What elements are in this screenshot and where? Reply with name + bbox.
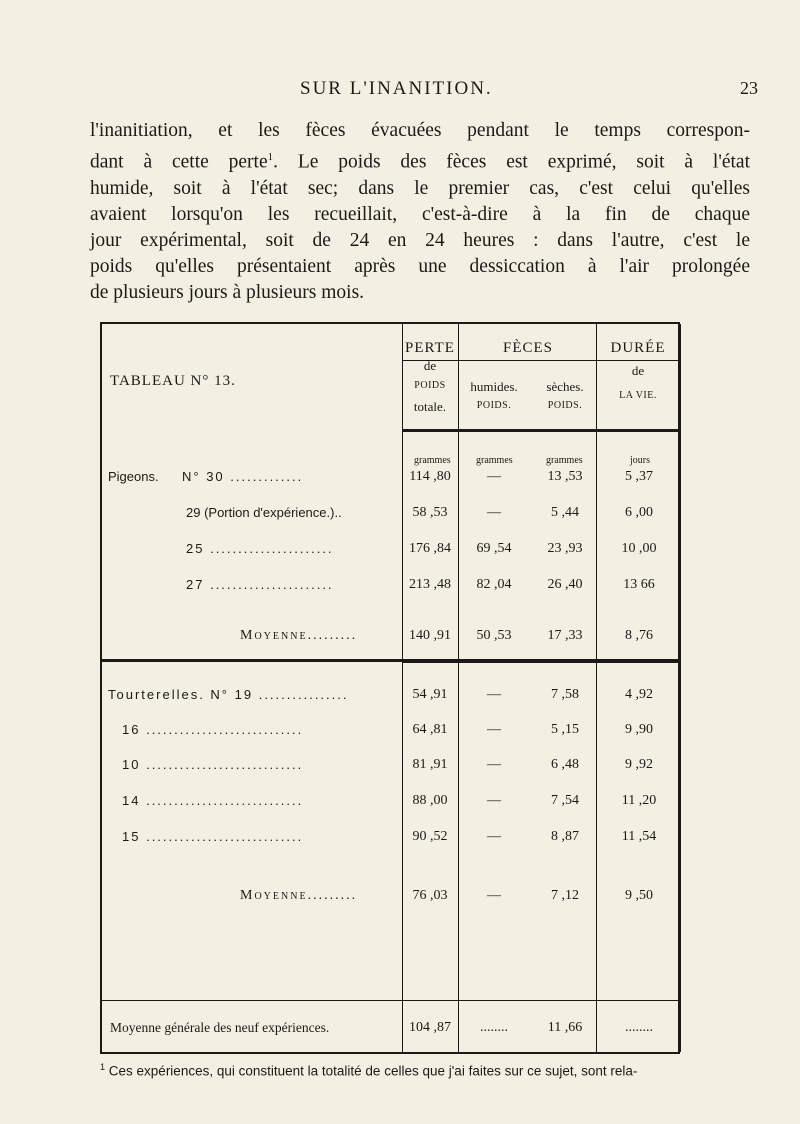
row-label: 10 ............................ — [122, 757, 304, 772]
seches-value: 6 ,48 — [551, 757, 579, 772]
perte-value: 64 ,81 — [412, 722, 448, 737]
seches-value: 7 ,58 — [551, 687, 579, 702]
duree-lavie: LA VIE. — [619, 390, 657, 401]
feces-header: FÈCES — [502, 340, 553, 356]
unit-seches: grammes — [546, 455, 583, 466]
duree-value: 10 ,00 — [621, 541, 657, 556]
row-label: N° 30 ............. — [182, 469, 304, 484]
duree-value: 9 ,90 — [625, 722, 653, 737]
duree-value: 9 ,92 — [625, 757, 653, 772]
perte-header-poids: POIDS — [414, 380, 446, 391]
duree-value: 4 ,92 — [625, 687, 653, 702]
generale-duree: ........ — [625, 1020, 653, 1035]
moyenne-duree: 9 ,50 — [625, 888, 653, 903]
pigeons-group-label: Pigeons. — [108, 469, 159, 484]
row-label: 25 ...................... — [186, 541, 334, 556]
body-paragraph — [90, 118, 750, 306]
humides-value: — — [487, 505, 501, 520]
moyenne-seches: 7 ,12 — [551, 888, 579, 903]
moyenne-humides: 50 ,53 — [476, 628, 512, 643]
duree-de: de — [631, 363, 645, 378]
generale-humides: ........ — [480, 1020, 508, 1035]
tourterelles-group-label: Tourterelles. N° 19 ................ — [108, 687, 349, 702]
running-title: SUR L'INANITION. — [300, 78, 493, 99]
seches-value: 5 ,44 — [551, 505, 579, 520]
humides-value: — — [487, 469, 501, 484]
moyenne-duree: 8 ,76 — [625, 628, 653, 643]
humides-value: 82 ,04 — [476, 577, 512, 592]
unit-humides: grammes — [476, 455, 513, 466]
seches-value: 13 ,53 — [547, 469, 583, 484]
humides-value: — — [487, 722, 501, 737]
running-header — [0, 78, 800, 108]
perte-value: 54 ,91 — [412, 687, 448, 702]
humides-value: — — [487, 757, 501, 772]
row-label: 14 ............................ — [122, 793, 304, 808]
perte-header: PERTE — [405, 340, 455, 356]
paragraph-line: de plusieurs jours à plusieurs mois. — [90, 281, 365, 303]
moyenne-seches: 17 ,33 — [547, 628, 583, 643]
row-rule — [402, 662, 678, 663]
unit-perte: grammes — [414, 455, 451, 466]
seches-value: 7 ,54 — [551, 793, 579, 808]
row-label: 15 ............................ — [122, 829, 304, 844]
seches-value: 26 ,40 — [547, 577, 583, 592]
row-label: 29 (Portion d'expérience.).. — [186, 505, 342, 520]
duree-value: 6 ,00 — [625, 505, 653, 520]
column-rule — [680, 324, 681, 1052]
generale-label: Moyenne générale des neuf expériences. — [110, 1020, 330, 1035]
perte-value: 58 ,53 — [412, 505, 448, 520]
seches-header: sèches. — [546, 379, 584, 394]
moyenne-humides: — — [487, 888, 501, 903]
perte-value: 90 ,52 — [412, 829, 448, 844]
duree-value: 5 ,37 — [625, 469, 653, 484]
table-label: TABLEAU N° 13. — [110, 373, 236, 389]
paragraph-line: dant à cette perte$^1$. Le poids des fèces est exprimé, soit à l'état — [90, 151, 750, 173]
moyenne-label: Moyenne......... — [240, 628, 358, 643]
duree-value: 11 ,54 — [621, 829, 657, 844]
humides-value: — — [487, 793, 501, 808]
humides-value: — — [487, 687, 501, 702]
humides-poids: POIDS. — [476, 400, 512, 411]
paragraph-line: humide, soit à l'état sec; dans le premier cas, c'est celui qu'elles — [90, 177, 750, 199]
section-rule — [102, 659, 678, 662]
moyenne-perte: 140 ,91 — [409, 628, 451, 643]
row-rule — [102, 1000, 678, 1001]
unit-duree: jours — [630, 455, 650, 466]
paragraph-line: l'inanitiation, et les fèces évacuées pendant le temps correspon- — [90, 120, 750, 141]
generale-seches: 11 ,66 — [547, 1020, 583, 1035]
duree-value: 11 ,20 — [621, 793, 657, 808]
moyenne-label: Moyenne......... — [240, 888, 358, 903]
page-number: 23 — [740, 78, 758, 98]
perte-header-totale: totale. — [413, 399, 447, 414]
perte-value: 176 ,84 — [409, 541, 451, 556]
seches-value: 23 ,93 — [547, 541, 583, 556]
perte-value: 213 ,48 — [409, 577, 451, 592]
humides-value: 69 ,54 — [476, 541, 512, 556]
header-rule — [402, 429, 678, 432]
perte-value: 88 ,00 — [412, 793, 448, 808]
humides-header: humides. — [470, 379, 518, 394]
duree-header: DURÉE — [610, 340, 666, 356]
perte-value: 81 ,91 — [412, 757, 448, 772]
duree-value: 13 66 — [623, 577, 655, 592]
paragraph-line: jour expérimental, soit de 24 en 24 heures : dans l'autre, c'est le — [90, 229, 750, 251]
paragraph-line: avaient lorsqu'on les recueillait, c'est-à-dire à la fin de chaque — [90, 203, 750, 225]
humides-value: — — [487, 829, 501, 844]
perte-header-de: de — [423, 358, 437, 373]
seches-value: 8 ,87 — [551, 829, 579, 844]
footnote-marker: 1 — [100, 1062, 106, 1072]
seches-value: 5 ,15 — [551, 722, 579, 737]
footnote-text: Ces expériences, qui constituent la totalité de celles que j'ai faites sur ce sujet, sont rela- — [108, 1063, 638, 1079]
generale-perte: 104 ,87 — [409, 1020, 451, 1035]
paragraph-line: poids qu'elles présentaient après une dessiccation à l'air prolongée — [90, 255, 750, 277]
row-label: 16 ............................ — [122, 722, 304, 737]
perte-value: 114 ,80 — [409, 469, 451, 484]
moyenne-perte: 76 ,03 — [412, 888, 448, 903]
footnote-ref[interactable]: 1 — [267, 151, 274, 163]
row-label: 27 ...................... — [186, 577, 334, 592]
seches-poids: POIDS. — [547, 400, 583, 411]
footnote — [100, 1062, 760, 1079]
